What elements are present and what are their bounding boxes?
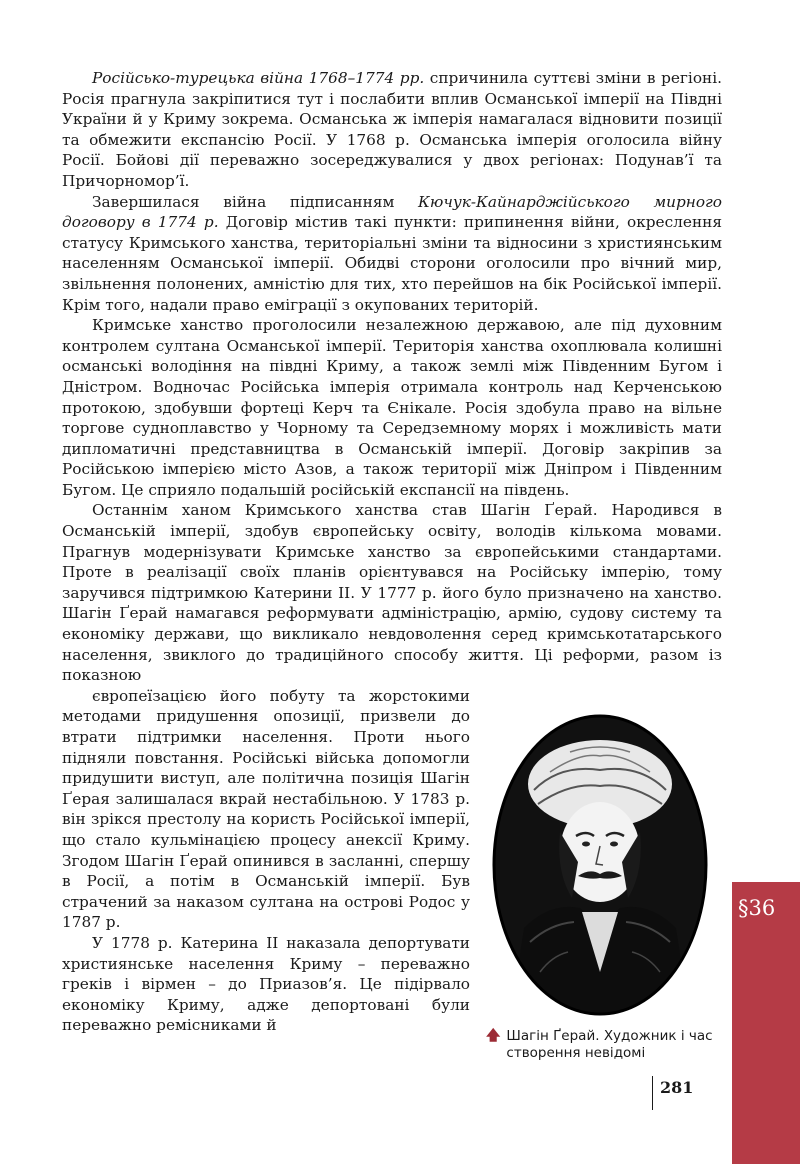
paragraph-4-narrow: європеїзацією його побуту та жорстокими методами придушення опозиції, призвели до втрати підтримки населення. Проти нього підняли повстання. Російські війська допомогли придушити виступ, але політична позиція Шагін Ґерая залишалася вкрай нестабільною. У 1783 р. він зрікся престолу на користь Російської імперії, що стало кульмінацією процесу анексії Криму. Згодом Шагін Ґерай опинився в засланні, спершу в Росії, а потім в Османській імперії. Був страчений за наказом султана на острові Родос у 1787 р. [62,686,470,932]
section-tab-label: §36 [738,896,776,920]
section-tab [732,882,800,1164]
paragraph-1-text: спричинила суттєві зміни в регіоні. Росія прагнула закріпитися тут і послабити вплив Османської імперії на Півдні України й у Криму зокрема. Османська ж імперія намагалася відновити позиції та обмежити експансію Росії. У 1768 р. Османська імперія оголосила війну Росії. Бойові дії переважно зосереджувалися у двох регіонах: Подунав’ї та Причорномор’ї. [62,69,722,190]
page-number: 281 [660,1078,694,1097]
paragraph-5: У 1778 р. Катерина ІІ наказала депортувати християнське населення Криму – переважно греків і вірмен – до Приазов’я. Це підірвало економіку Криму, адже депортовані були переважно ремісниками й [62,933,470,1035]
portrait-caption [486,1028,726,1062]
arrow-up-icon: 🡅 [486,1028,501,1044]
paragraph-2-a: Завершилася війна підписанням [92,192,419,211]
paragraph-3: Кримське ханство проголосили незалежною державою, але під духовним контролем султана Османської імперії. Територія ханства охоплювала колишні османські володіння на півдні Криму, а також землі між Південним Бугом і Дністром. Водночас Російська імперія отримала контроль над Керченською протокою, здобувши фортеці Керч та Єнікале. Росія здобула право на вільне торгове судноплавство у Чорному та Середземному морях і можливість мати дипломатичні представництва в Османській імперії. Договір закріпив за Російською імперією місто Азов, а також території між Дніпром і Південним Бугом. Це сприяло подальшій російській експансії на південь. [62,316,722,499]
emphasis-war-title: Російсько-турецька війна 1768–1774 рр. [92,69,425,87]
paragraph-4-wide: Останнім ханом Кримського ханства став Шагін Ґерай. Народився в Османській імперії, здобув європейську освіту, володів кількома мовами. Прагнув модернізувати Кримське ханство за європейськими стандартами. Проте в реалізації своїх планів орієнтувався на Російську імперію, тому заручився підтримкою Катерини ІІ. У 1777 р. його було призначено на ханство. Шагін Ґерай намагався реформувати адміністрацію, армію, судову систему та економіку держави, що викликало невдоволення серед кримськотатарського населення, звиклого до традиційного способу життя. Ці реформи, разом із показною [62,501,722,685]
page-number-divider [652,1076,653,1110]
paragraph-2 [62,192,722,316]
paragraph-1 [62,68,722,192]
portrait-image [490,712,710,1018]
emphasis-treaty-title: Кючук-Кайнарджійського мирного договору в 1774 р. [62,192,722,232]
caption-text: Шагін Ґерай. Художник і час створення невідомі [506,1028,713,1061]
portrait-figure [486,712,726,1062]
paragraph-2-b: Договір містив такі пункти: припинення війни, окреслення статусу Кримського ханства, територіальні зміни та відносини з християнським населенням Османської імперії. Обидві сторони оголосили про вічний мир, звільнення полонених, амністію для тих, хто перейшов на бік Російської імперії. Крім того, надали право еміграції з окупованих територій. [62,213,722,314]
